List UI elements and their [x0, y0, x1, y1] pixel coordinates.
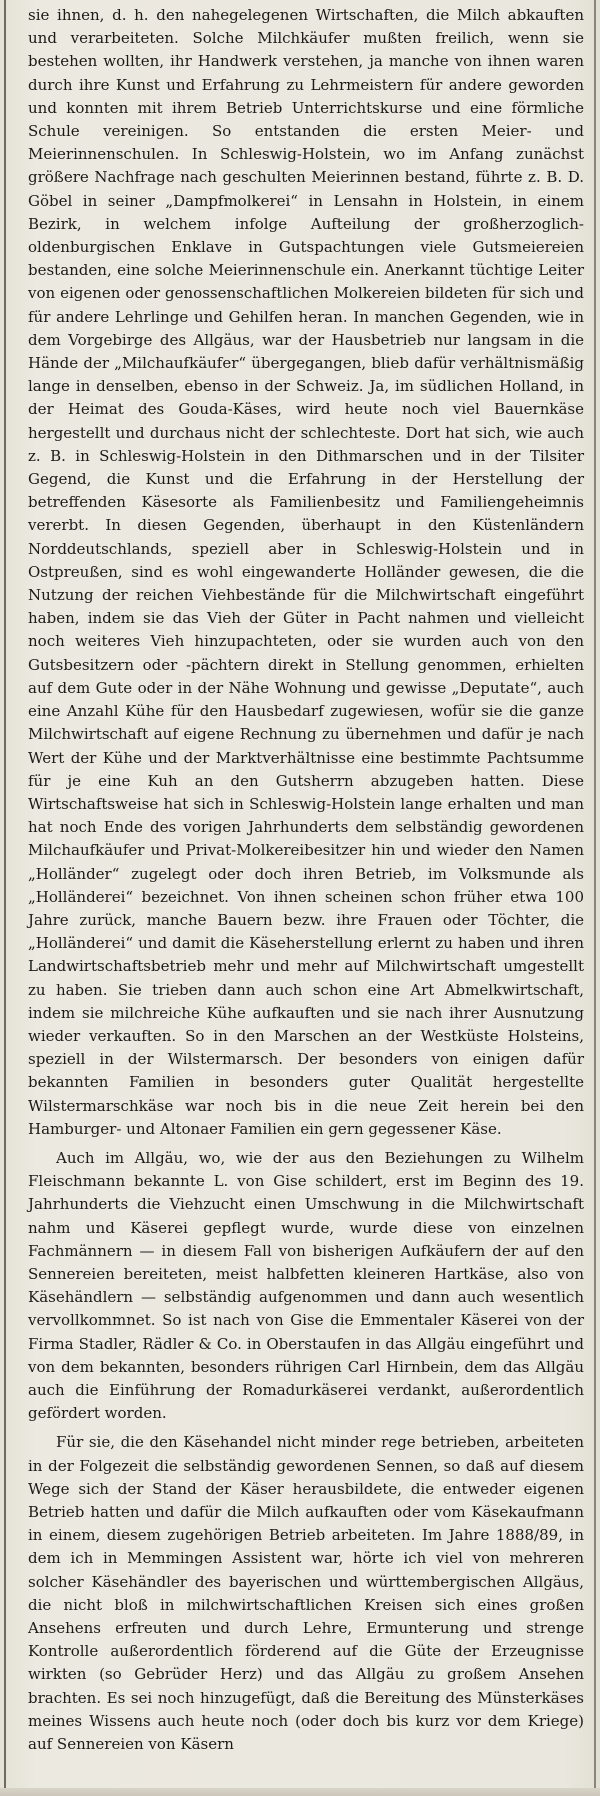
left-column-rule: [4, 0, 6, 1796]
paragraph-2: Auch im Allgäu, wo, wie der aus den Beziehungen zu Wilhelm Fleischmann bekannte L. von Gise schildert, erst im Beginn des 19. Jahrhunderts die Viehzucht einen Umschwung in die Milchwirtschaft nahm und Käserei gepflegt wurde, wurde diese von einzelnen Fachmännern — in diesem Fall von bisherigen Aufkäufern der auf den Sennereien bereiteten, meist halbfetten kleineren Hartkäse, also von Käsehändlern — selbständig aufgenommen und dann auch wesentlich vervollkommnet. So ist nach von Gise die Emmentaler Käserei von der Firma Stadler, Rädler & Co. in Oberstaufen in das Allgäu eingeführt und von dem bekannten, besonders rührigen Carl Hirnbein, dem das Allgäu auch die Einführung der Romadurkäserei verdankt, außerordentlich gefördert worden.: [28, 1148, 584, 1423]
page-bottom-edge: [0, 1788, 600, 1796]
right-column-rule: [594, 0, 596, 1796]
text-column: [28, 4, 584, 1756]
paragraph-1: sie ihnen, d. h. den nahegelegenen Wirtschaften, die Milch abkauften und verarbeiteten. Solche Milchkäufer mußten freilich, wenn sie bestehen wollten, ihr Handwerk verstehen, ja manche von ihnen waren durch ihre Kunst und Erfahrung zu Lehrmeistern für andere geworden und konnten mit ihrem Betrieb Unterrichtskurse und eine förmliche Schule vereinigen. So entstanden die ersten Meier- und Meierinnenschulen. In Schleswig-Holstein, wo im Anfang zunächst größere Nachfrage nach geschulten Meierinnen bestand, führte z. B. D. Göbel in seiner „Dampfmolkerei“ in Lensahn in Holstein, in einem Bezirk, in welchem infolge Aufteilung der großherzoglich-oldenburgischen Enklave in Gutspachtungen viele Gutsmeiereien bestanden, eine solche Meierinnenschule ein. Anerkannt tüchtige Leiter von eigenen oder genossenschaftlichen Molkereien bildeten für sich und für andere Lehrlinge und Gehilfen heran. In manchen Gegenden, wie in dem Vorgebirge des Allgäus, war der Hausbetrieb nur langsam in die Hände der „Milchaufkäufer“ übergegangen, blieb dafür verhältnismäßig lange in denselben, ebenso in der Schweiz. Ja, im südlichen Holland, in der Heimat des Gouda-Käses, wird heute noch viel Bauernkäse hergestellt und durchaus nicht der schlechteste. Dort hat sich, wie auch z. B. in Schleswig-Holstein in den Dithmarschen und in der Tilsiter Gegend, die Kunst und die Erfahrung in der Herstellung der betreffenden Käsesorte als Familienbesitz und Familiengeheimnis vererbt. In diesen Gegenden, überhaupt in den Küstenländern Norddeutschlands, speziell aber in Schleswig-Holstein und in Ostpreußen, sind es wohl eingewanderte Holländer gewesen, die die Nutzung der reichen Viehbestände für die Milchwirtschaft eingeführt haben, indem sie das Vieh der Güter in Pacht nahmen und vielleicht noch weiteres Vieh hinzupachteten, oder sie wurden auch von den Gutsbesitzern oder -pächtern direkt in Stellung genommen, erhielten auf dem Gute oder in der Nähe Wohnung und gewisse „Deputate“, auch eine Anzahl Kühe für den Hausbedarf zugewiesen, wofür sie die ganze Milchwirtschaft auf eigene Rechnung zu übernehmen und dafür je nach Wert der Kühe und der Marktverhältnisse eine bestimmte Pachtsumme für je eine Kuh an den Gutsherrn abzugeben hatten. Diese Wirtschaftsweise hat sich in Schleswig-Holstein lange erhalten und man hat noch Ende des vorigen Jahrhunderts dem selbständig gewordenen Milchaufkäufer und Privat-Molkereibesitzer hin und wieder den Namen „Holländer“ zugelegt oder doch ihren Betrieb, im Volksmunde als „Holländerei“ bezeichnet. Von ihnen scheinen schon früher etwa 100 Jahre zurück, manche Bauern bezw. ihre Frauen oder Töchter, die „Holländerei“ und damit die Käseherstellung erlernt zu haben und ihren Landwirtschaftsbetrieb mehr und mehr auf Milchwirtschaft umgestellt zu haben. Sie trieben dann auch schon eine Art Abmelkwirtschaft, indem sie milchreiche Kühe aufkauften und sie nach ihrer Ausnutzung wieder verkauften. So in den Marschen an der Westküste Holsteins, speziell in der Wilstermarsch. Der besonders von einigen dafür bekannten Familien in besonders guter Qualität hergestellte Wilstermarschkäse war noch bis in die neue Zeit herein bei den Hamburger- und Altonaer Familien ein gern gegessener Käse.: [28, 6, 584, 1138]
paragraph-3: Für sie, die den Käsehandel nicht minder rege betrieben, arbeiteten in der Folgezeit die selbständig gewordenen Sennen, so daß auf diesem Wege sich der Stand der Käser herausbildete, die entweder eigenen Betrieb hatten und dafür die Milch aufkauften oder vom Käsekaufmann in einem, diesem zugehörigen Betrieb arbeiteten. Im Jahre 1888/89, in dem ich in Memmingen Assistent war, hörte ich viel von mehreren solcher Käsehändler des bayerischen und württembergischen Allgäus, die nicht bloß in milchwirtschaftlichen Kreisen sich eines großen Ansehens erfreuten und durch Lehre, Ermunterung und strenge Kontrolle außerordentlich förderend auf die Güte der Erzeugnisse wirkten (so Gebrüder Herz) und das Allgäu zu großem Ansehen brachten. Es sei noch hinzugefügt, daß die Bereitung des Münsterkäses meines Wissens auch heute noch (oder doch bis kurz vor dem Kriege) auf Sennereien von Käsern: [28, 1433, 584, 1754]
